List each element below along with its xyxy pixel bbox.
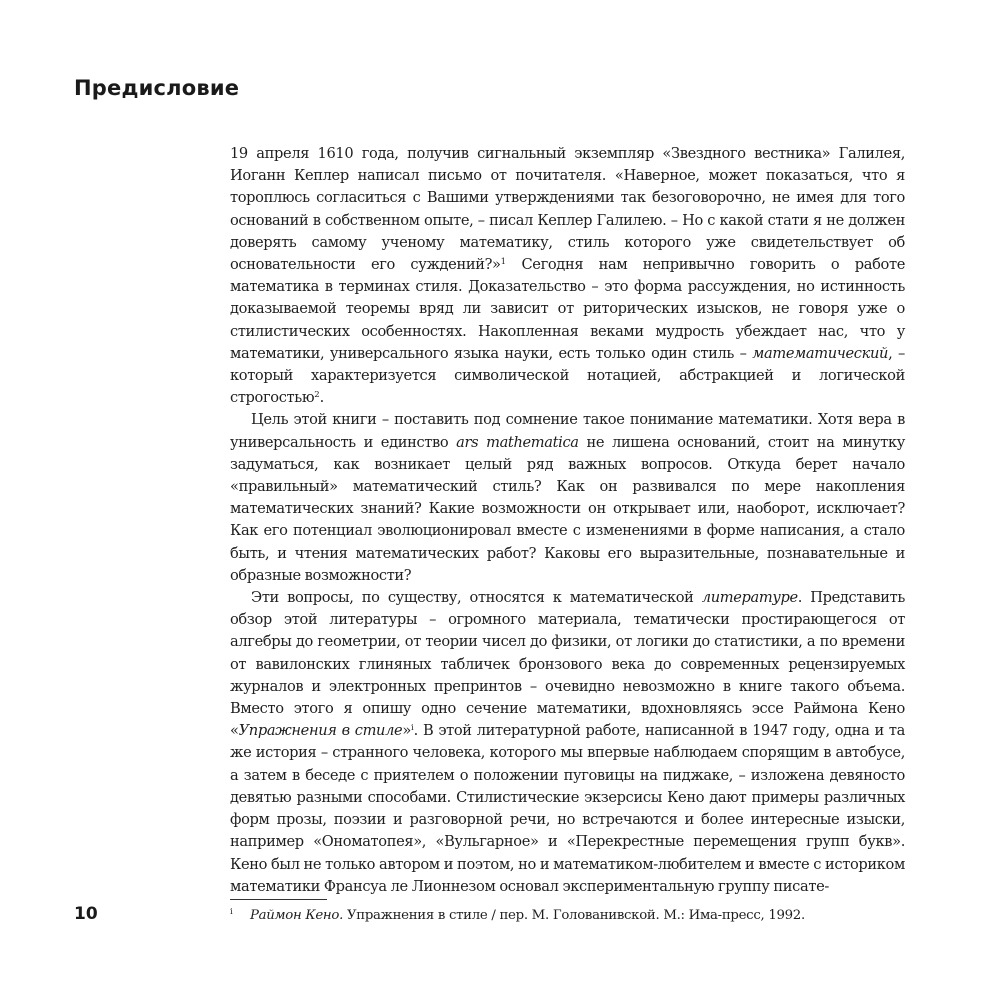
- footnote-reference: 1: [500, 257, 507, 268]
- italic-text: ars mathematica: [456, 433, 579, 451]
- paragraph: [230, 409, 905, 587]
- footnote: i Раймон Кено. Упражнения в стиле / пер. М. Голованивской. М.: Има-пресс, 1992.: [230, 907, 805, 923]
- footnote-reference: 2: [314, 390, 320, 401]
- text-run: . В этой литературной работе, написанной в 1947 году, одна и та же история – странного человека, которого мы впервые наблюдаем спорящим в автобусе, а затем в беседе с приятелем о положении пуговицы на пиджаке, – изложена девяносто девятью разными способами. Стилистические экзерсисы Кено дают примеры различных форм прозы, поэзии и разговорной речи, но встречаются и более интересные изыски, например «Ономатопея», «Вульгарное» и «Перекрестные перемещения групп букв». Кено был не только автором и поэтом, но и математиком-любителем и вместе с историком математики Франсуа ле Лионнезом основал экспериментальную группу писате-: [230, 722, 905, 895]
- page-number: 10: [74, 904, 98, 924]
- italic-text: Упражнения в стиле: [238, 722, 403, 740]
- footnote-reference: i: [410, 723, 414, 734]
- text-run: »: [402, 722, 411, 740]
- chapter-title: Предисловие: [74, 76, 240, 100]
- text-run: .: [319, 389, 324, 407]
- footnote-text: Упражнения в стиле / пер. М. Голованивской. М.: Има-пресс, 1992.: [343, 908, 805, 923]
- text-run: Эти вопросы, по существу, относятся к математической: [251, 589, 702, 607]
- text-run: не лишена оснований, стоит на минутку задуматься, как возникает целый ряд важных вопросов. Откуда берет начало «правильный» математический стиль? Как он развивался по мере накопления математических знаний? Какие возможности он открывает или, наоборот, исключает? Как его потенциал эволюционировал вместе с изменениями в форме написания, а стало быть, и чтения математических работ? Каковы его выразительные, познавательные и образные возможности?: [230, 433, 905, 584]
- italic-text: математический: [752, 344, 889, 362]
- paragraph: [230, 587, 905, 898]
- italic-text: литературе: [701, 589, 798, 607]
- text-run: 19 апреля 1610 года, получив сигнальный экземпляр «Звездного вестника» Галилея, Иоганн Кеплер написал письмо от почитателя. «Наверное, может показаться, что я тороплюсь согласиться с Вашими утверждениями так безоговорочно, не имея для того оснований в собственном опыте, – писал Кеплер Галилею. – Но с какой стати я не должен доверять самому ученому математику, стиль которого уже свидетельствует об основательности его суждений?»: [230, 145, 905, 274]
- body-text: [230, 143, 905, 898]
- paragraph: [230, 143, 905, 409]
- footnote-author: Раймон Кено.: [250, 908, 344, 923]
- text-run: , – который характеризуется символической нотацией, абстракцией и логической строгостью: [230, 344, 905, 407]
- text-run: Цель этой книги – поставить под сомнение такое понимание математики. Хотя вера в универсальность и единство: [230, 411, 905, 451]
- text-run: Сегодня нам непривычно говорить о работе математика в терминах стиля. Доказательство – это форма рассуждения, но истинность доказываемой теоремы вряд ли зависит от риторических изысков, не говоря уже о стилистических особенностях. Накопленная веками мудрость убеждает нас, что у математики, универсального языка науки, есть только один стиль –: [230, 256, 905, 362]
- footnote-divider: [230, 899, 327, 900]
- text-run: . Представить обзор этой литературы – огромного материала, тематически простирающегося от алгебры до геометрии, от теории чисел до физики, от логики до статистики, а по времени от вавилонских глиняных табличек бронзового века до современных рецензируемых журналов и электронных препринтов – очевидно невозможно в книге такого объема. Вместо этого я опишу одно сечение математики, вдохновляясь эссе Раймона Кено «: [230, 589, 905, 740]
